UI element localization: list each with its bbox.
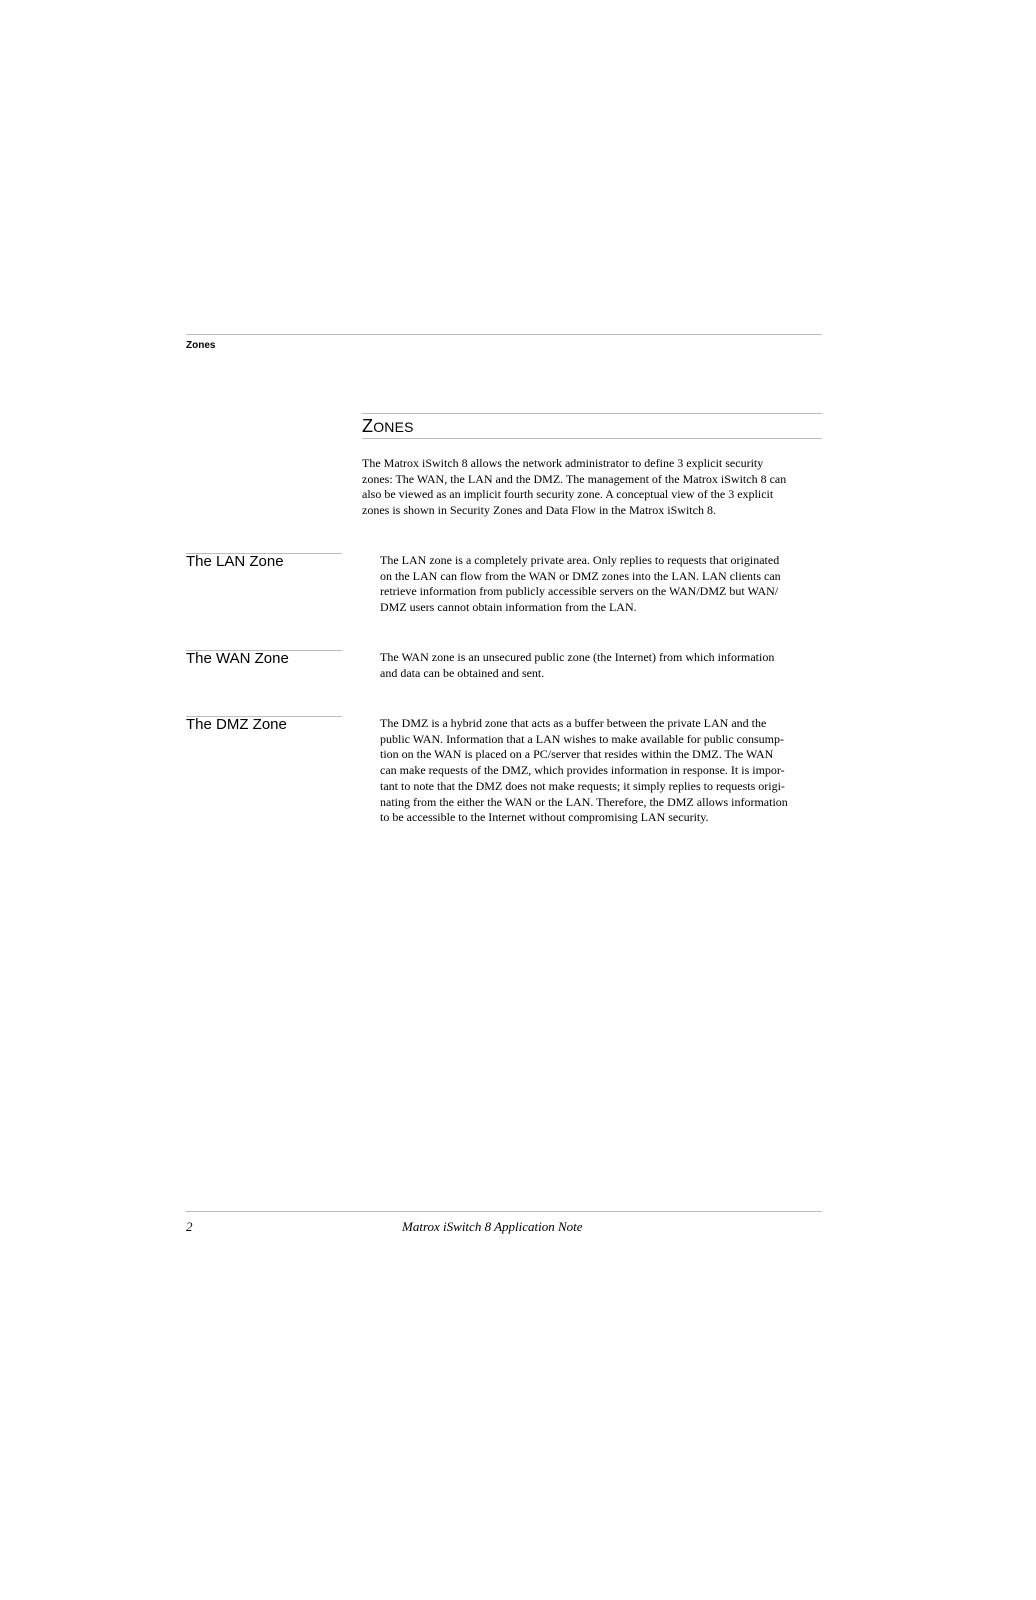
dmz-zone-line: can make requests of the DMZ, which provides information in response. It is impor- <box>380 763 785 778</box>
dmz-zone-line: tion on the WAN is placed on a PC/server that resides within the DMZ. The WAN <box>380 747 774 762</box>
running-head: Zones <box>186 340 216 351</box>
section-title-top-rule <box>362 413 822 414</box>
intro-line: The Matrox iSwitch 8 allows the network administrator to define 3 explicit security <box>362 456 764 470</box>
intro-line: also be viewed as an implicit fourth security zone. A conceptual view of the 3 explicit <box>362 487 774 502</box>
lan-zone-paragraph <box>380 553 781 616</box>
lan-zone-heading: The LAN Zone <box>186 553 284 570</box>
wan-zone-line: and data can be obtained and sent. <box>380 665 545 680</box>
lan-zone-line: on the LAN can flow from the WAN or DMZ zones into the LAN. LAN clients can <box>380 568 781 583</box>
section-title-rest: ONES <box>373 419 414 435</box>
dmz-zone-line: nating from the either the WAN or the LAN. Therefore, the DMZ allows information <box>380 794 788 809</box>
section-title <box>362 416 414 437</box>
lan-zone-line: retrieve information from publicly accessible servers on the WAN/DMZ but WAN/ <box>380 584 779 599</box>
dmz-zone-line: public WAN. Information that a LAN wishes to make available for public consump- <box>380 731 785 746</box>
page-number: 2 <box>186 1219 193 1234</box>
dmz-zone-paragraph <box>380 716 788 826</box>
dmz-zone-line: The DMZ is a hybrid zone that acts as a buffer between the private LAN and the <box>380 716 767 730</box>
lan-zone-line: DMZ users cannot obtain information from the LAN. <box>380 600 637 615</box>
wan-zone-line: The WAN zone is an unsecured public zone (the Internet) from which information <box>380 650 775 664</box>
footer-doc-title: Matrox iSwitch 8 Application Note <box>402 1219 583 1234</box>
section-title-bottom-rule <box>362 438 822 439</box>
section-title-initial: Z <box>362 416 374 436</box>
footer-rule <box>186 1211 822 1212</box>
dmz-zone-line: to be accessible to the Internet without compromising LAN security. <box>380 810 709 825</box>
intro-line: zones is shown in Security Zones and Data Flow in the Matrox iSwitch 8. <box>362 503 716 518</box>
header-rule <box>186 334 822 335</box>
wan-zone-paragraph <box>380 650 774 681</box>
intro-line: zones: The WAN, the LAN and the DMZ. The management of the Matrox iSwitch 8 can <box>362 471 787 486</box>
dmz-zone-heading: The DMZ Zone <box>186 716 287 733</box>
wan-zone-heading: The WAN Zone <box>186 650 289 667</box>
dmz-zone-line: tant to note that the DMZ does not make requests; it simply replies to requests origi- <box>380 778 785 793</box>
lan-zone-line: The LAN zone is a completely private area. Only replies to requests that originated <box>380 553 780 567</box>
intro-paragraph <box>362 456 786 519</box>
